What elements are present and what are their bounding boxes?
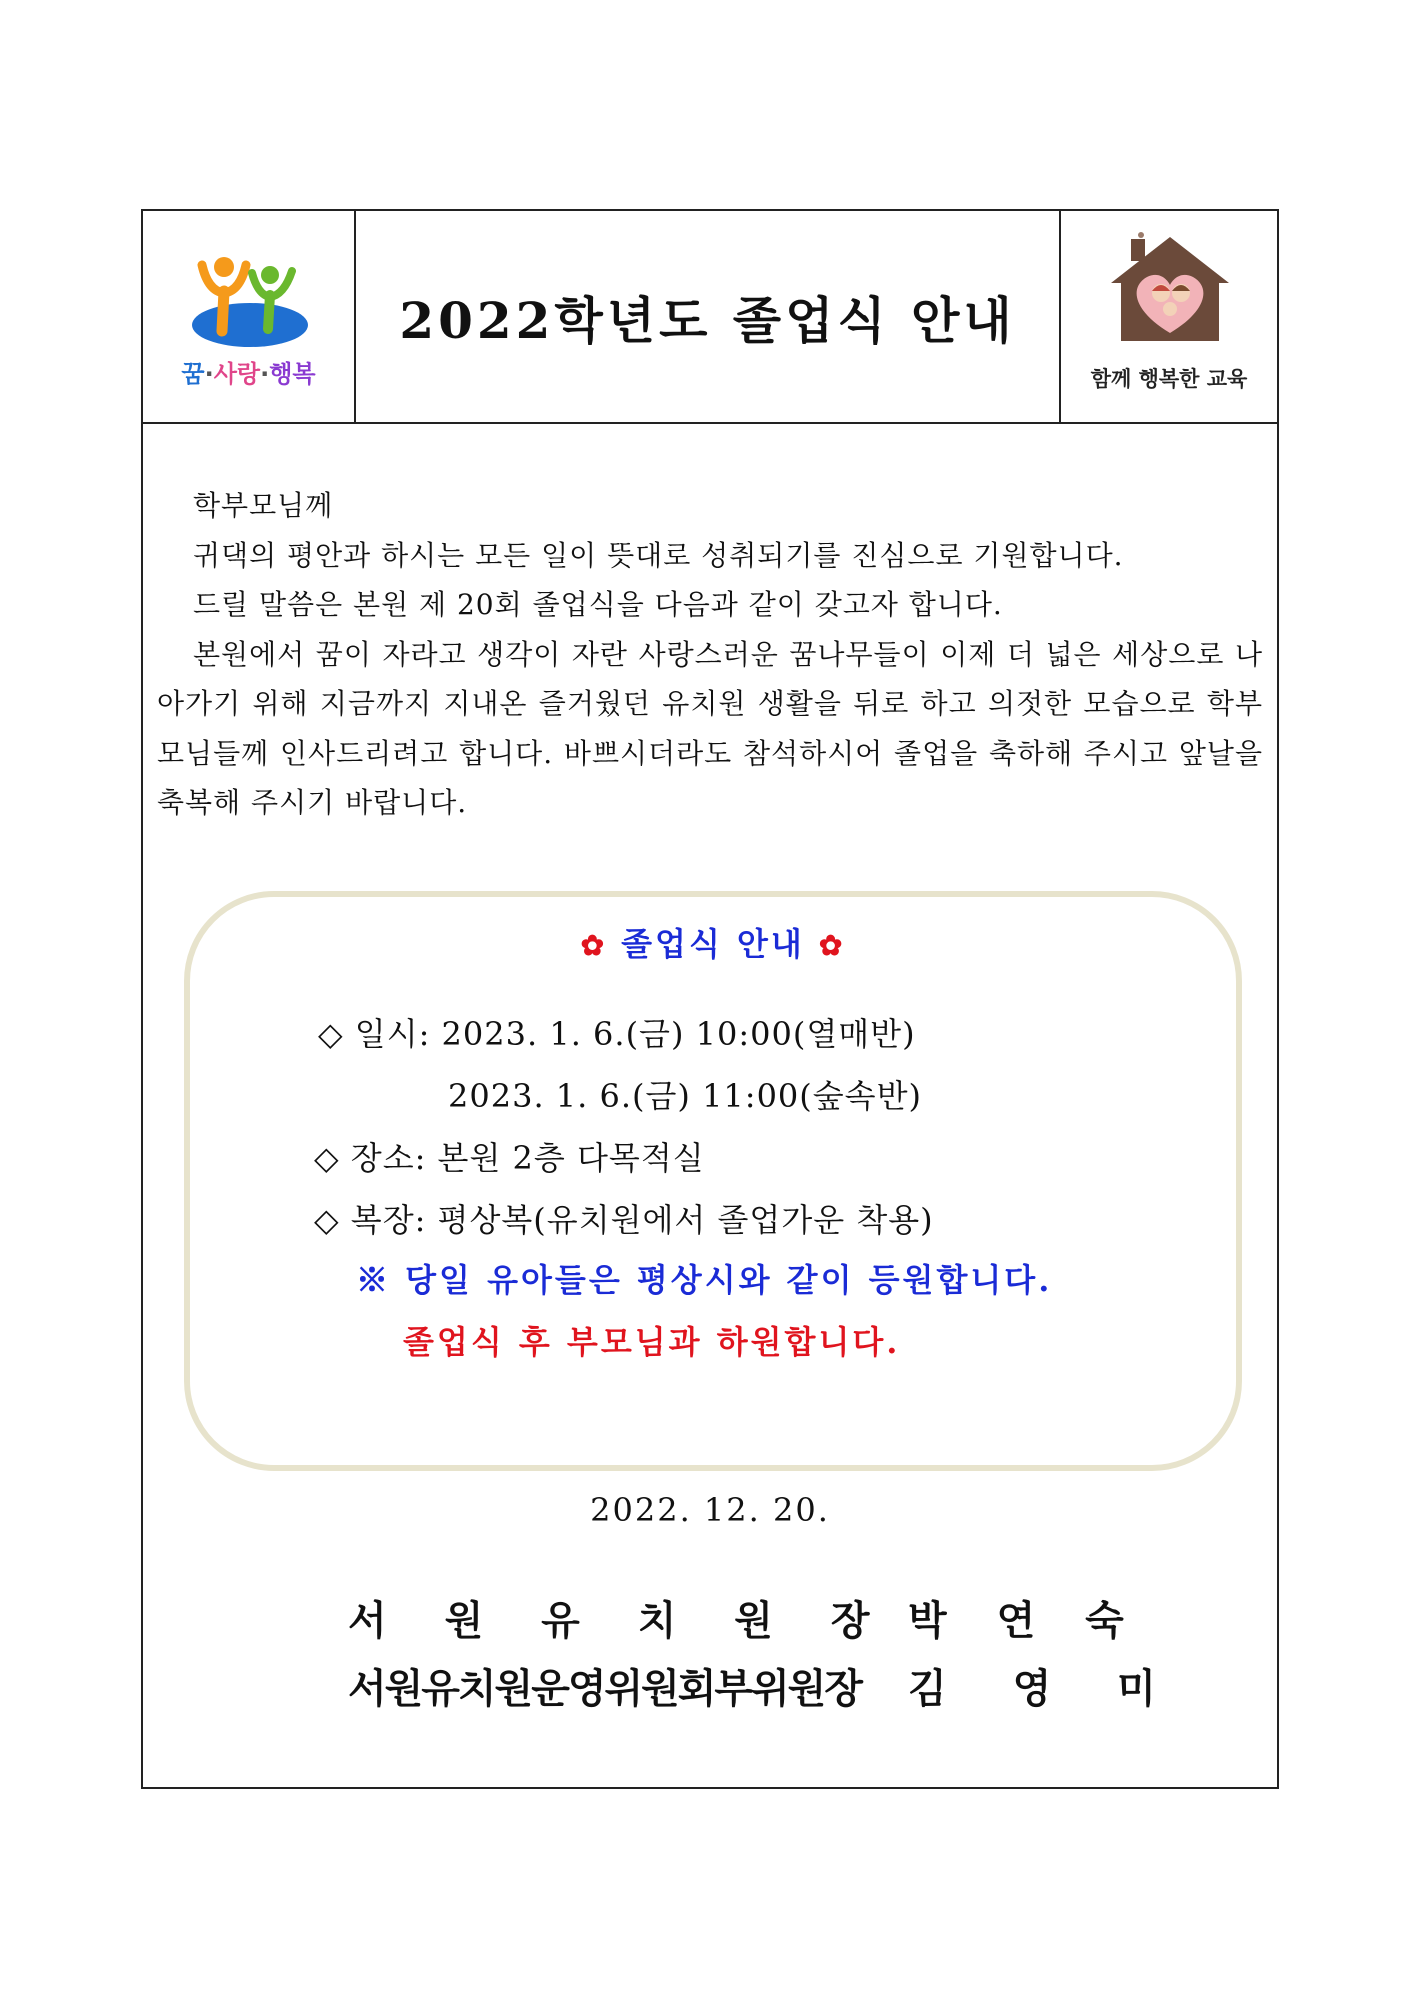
letter-body [157, 481, 1263, 828]
info-box-title-text: 졸업식 안내 [621, 925, 805, 963]
right-caption: 함께 행복한 교육 [1090, 366, 1248, 391]
info-box-title [190, 919, 1236, 965]
attendance-notice: ※ 당일 유아들은 평상시와 같이 등원합니다. [356, 1261, 1053, 1299]
issue-date: 2022. 12. 20. [590, 1491, 830, 1529]
flower-icon: ✿ [818, 929, 846, 962]
dress-line: ◇ 복장: 평상복(유치원에서 졸업가운 착용) [314, 1201, 934, 1239]
body-paragraph: 본원에서 꿈이 자라고 생각이 자란 사랑스러운 꿈나무들이 이제 더 넓은 세상으로 나아가기 위해 지금까지 지내온 즐거웠던 유치원 생활을 뒤로 하고 의젓한 모습으로 학부모님들께 인사드리려고 합니다. 바쁘시더라도 참석하시어 졸업을 축하해 주시고 앞날을 축복해 주시기 바랍니다. [157, 637, 1263, 819]
page-title: 2022학년도 졸업식 안내 [399, 290, 1016, 350]
caption-dot: · [260, 360, 270, 388]
logo-cell [143, 211, 356, 422]
caption-love: 사랑 [213, 360, 261, 388]
ceremony-info-box [184, 891, 1242, 1471]
right-logo-cell [1059, 211, 1277, 422]
greeting: 학부모님께 [193, 489, 334, 522]
caption-dream: 꿈 [181, 360, 205, 388]
body-line-1: 귀댁의 평안과 하시는 모든 일이 뜻대로 성취되기를 진심으로 기원합니다. [193, 538, 1124, 572]
committee-name: 김 영 미 [908, 1665, 1182, 1712]
principal-title: 서 원 유 치 원 장 [348, 1597, 892, 1644]
caption-dot: · [204, 360, 214, 388]
committee-title: 서원유치원운영위원회부위원장 [348, 1665, 861, 1712]
place-line: ◇ 장소: 본원 2층 다목적실 [314, 1139, 705, 1177]
people-logo-icon [188, 251, 312, 351]
flower-icon: ✿ [580, 929, 608, 962]
header-table [143, 211, 1277, 424]
date-line-2: 2023. 1. 6.(금) 11:00(숲속반) [448, 1077, 922, 1115]
dismissal-notice: 졸업식 후 부모님과 하원합니다. [403, 1323, 901, 1361]
principal-name: 박 연 숙 [908, 1597, 1142, 1644]
date-line-1: ◇ 일시: 2023. 1. 6.(금) 10:00(열매반) [318, 1015, 916, 1053]
document-frame [141, 209, 1279, 1789]
family-house-icon [1103, 231, 1237, 351]
caption-happiness: 행복 [269, 360, 316, 388]
logo-caption [143, 354, 354, 389]
body-line-2: 드릴 말씀은 본원 제 20회 졸업식을 다음과 같이 갖고자 합니다. [193, 588, 1003, 621]
